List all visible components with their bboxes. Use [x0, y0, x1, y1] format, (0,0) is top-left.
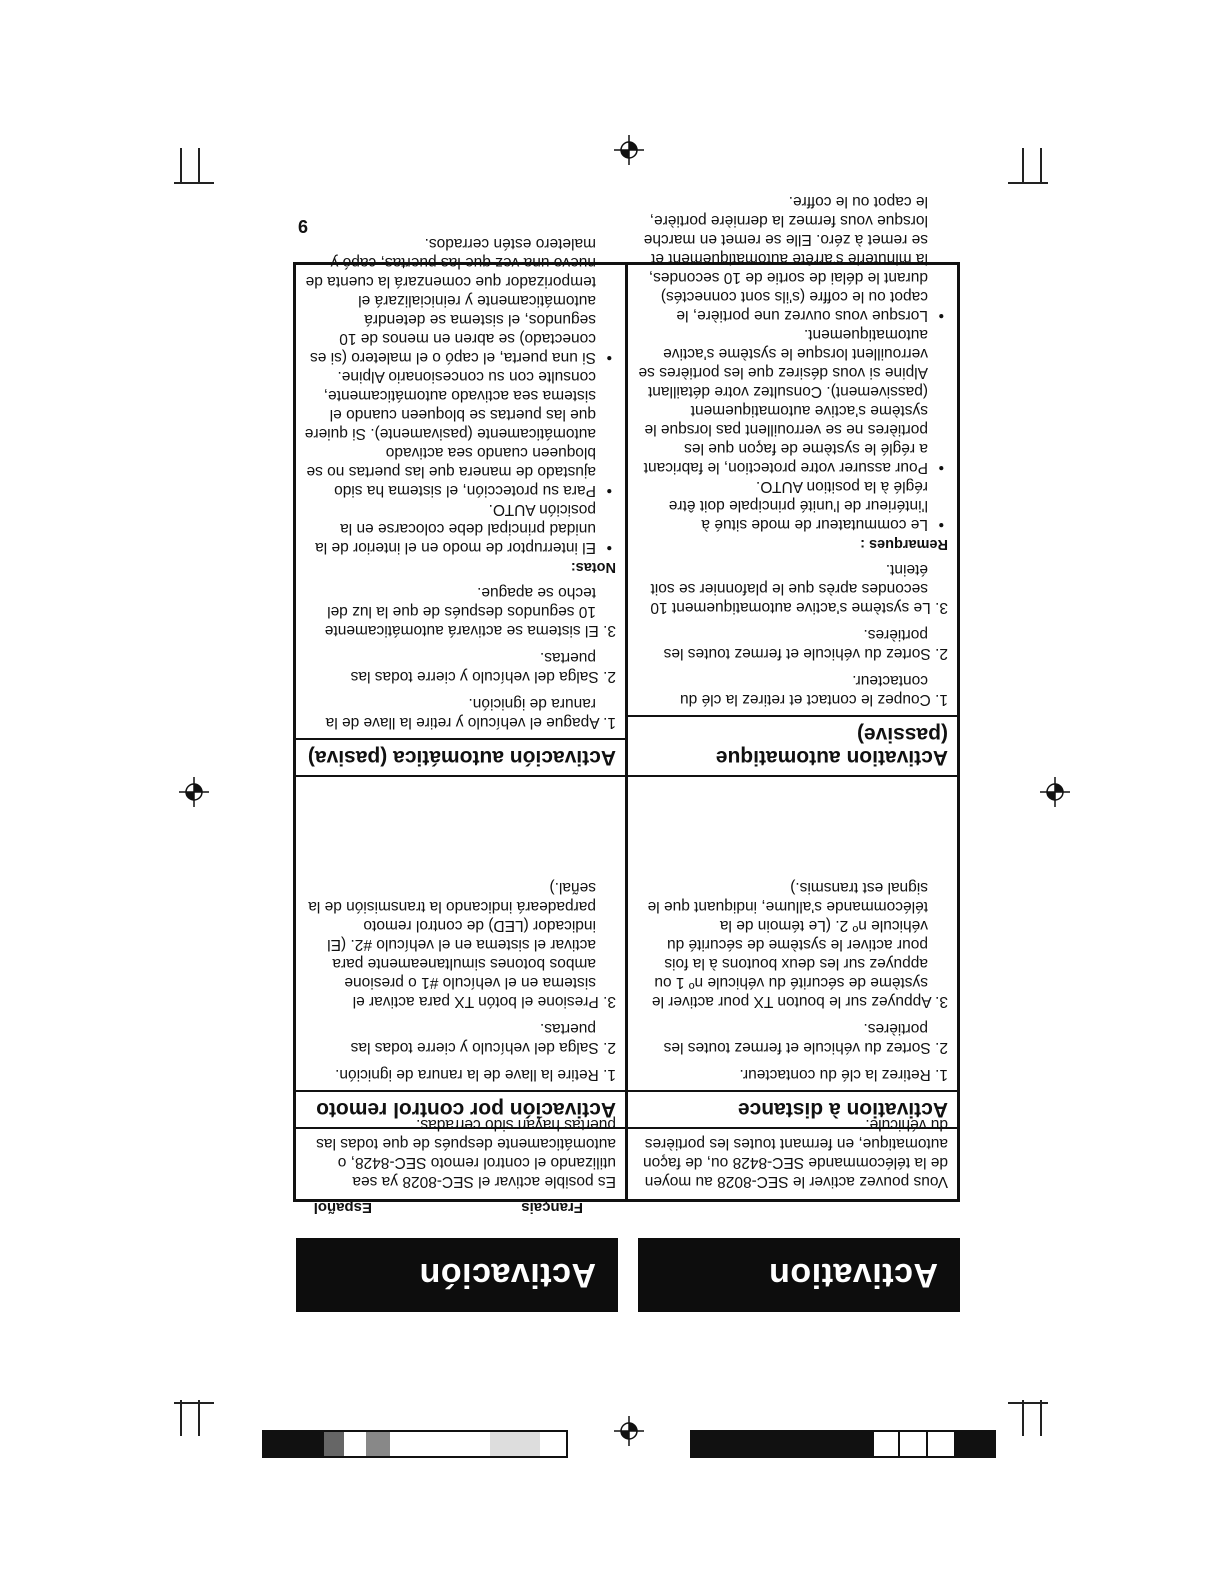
remote-activation-cell [628, 777, 957, 1129]
remote-step-2: 2. Salga del vehículo y cierre todas las puertas. [350, 1020, 616, 1056]
intro-text: Vous pouvez activer le SEC-8028 au moyen de la télécommande SEC-8428 ou, de façon automatique, en fermant toutes les portières du véhicule. [642, 1116, 948, 1190]
crop-mark [1008, 1402, 1048, 1404]
passive-activation-cell [296, 235, 625, 777]
passive-heading: Activación automática (pasiva) [296, 738, 625, 775]
passive-step-2: 2. Salga del vehículo y cierre todas las puertas. [350, 649, 616, 685]
passive-step-3: 3. Le système s'active automatiquement 10 secondes après que le plafonnier se soit éteint. [650, 561, 948, 616]
crop-mark [1022, 1400, 1024, 1436]
crop-mark [180, 148, 182, 184]
passive-step-2: 2. Sortez du véhicule et fermez toutes les portières. [663, 626, 948, 662]
crop-mark [1040, 1400, 1042, 1436]
crop-mark [1040, 148, 1042, 184]
note-item: • El interruptor de modo en el interior de la unidad principal debe colocarse en la posición AUTO. [304, 500, 616, 557]
note-item: • Le commutateur de mode situé à l'intérieur de l'unité principale doit être réglé à la position AUTO. [636, 477, 948, 534]
passive-step-1: 1. Apague el vehículo y retire la llave de la ranura de ignición. [325, 695, 616, 731]
intro-text: Es posible activar el SEC-8028 ya sea utilizando el control remoto SEC-8428, o automáticamente después de que todas las puertas hayan sido cerradas. [316, 1116, 616, 1190]
remote-activation-cell [296, 777, 625, 1129]
registration-mark-icon [614, 135, 644, 165]
note-item: • Pour assurer votre protection, le fabricant a réglé le système de façon que les portières ne se verrouillent pas lorsque le système s'active automatiquement (passivement). Consultez votre détaillant Alpine si vous désirez que les portières se verrouillent lorsque le système s'active automatiquement. [636, 325, 948, 477]
column-espanol [293, 235, 628, 1202]
remote-heading: Activation à distance [628, 1090, 957, 1127]
remote-step-1: 1. Retirez la clé du contacteur. [739, 1066, 948, 1083]
color-bar [690, 1430, 996, 1458]
note-item: • Si una puerta, el capó o el maletero (si es conectado) se abren en menos de 10 segundos, el sistema se detendrá automáticamente y reinicializará el temporizador que comenzará la cuenta de nuevo una vez que las puertas, capó y maletero estén cerrados. [304, 234, 616, 367]
gray-bar [262, 1430, 568, 1458]
notes-title: Notas: [570, 559, 616, 575]
language-label-es: Español [313, 1199, 372, 1216]
crop-mark [198, 1400, 200, 1436]
remote-step-3: 3. Appuyez sur le bouton TX pour activer le système de sécurité du véhicule nº 1 ou appuyez sur les deux boutons à la fois pour activer le système de sécurité du véhicule nº 2. (Le témoin de la télécommande s'allume, indiquant que le signal est transmis.) [647, 879, 948, 1010]
notes-title: Remarques : [860, 536, 948, 552]
remote-step-3: 3. Presione el botón TX para activar el sistema en el vehículo #1 o presione ambos botones simultaneamente para activar el sistema en el vehículo #2. (El indicador (LED) de control remoto parpadeará indicando la transmisión de la señal.) [308, 879, 616, 1010]
column-francais [625, 193, 960, 1202]
crop-mark [198, 148, 200, 184]
crop-mark [180, 1400, 182, 1436]
intro-cell [628, 1116, 957, 1199]
crop-mark [1022, 148, 1024, 184]
passive-heading: Activation automatique (passive) [628, 715, 957, 775]
remote-step-2: 2. Sortez du véhicule et fermez toutes les portières. [663, 1020, 948, 1056]
registration-mark-icon [1040, 777, 1070, 807]
registration-mark-icon [614, 1416, 644, 1446]
banner-activation-fr: Activation [638, 1238, 960, 1312]
crop-mark [1008, 182, 1048, 184]
passive-activation-cell [628, 193, 957, 777]
registration-mark-icon [179, 777, 209, 807]
page-number: 9 [297, 216, 308, 236]
note-item: • Para su protección, el sistema ha sido ajustado de manera que las puertas no se bloqueen cuando sea activado automáticamente (pasivamente). Si quiere que las puertas se bloqueen cuando el sistema sea activado automáticamente, consulte con su concesionario Alpine. [304, 367, 616, 500]
note-item: • Lorsque vous ouvrez une portière, le capot ou le coffre (s'ils sont connectés) durant le délai de sortie de 10 secondes, la minuterie s'arrête automatiquement et se remet à zéro. Elle se remet en marche lorsque vous fermez la dernière portière, le capot ou le coffre. [636, 192, 948, 325]
remote-heading: Activación por control remoto [296, 1090, 625, 1127]
passive-step-1: 1. Coupez le contact et retirez la clé du contacteur. [680, 672, 948, 708]
passive-step-3: 3. El sistema se activará automáticamente 10 segundos después de que la luz del techo se apague. [324, 584, 616, 639]
intro-cell [296, 1116, 625, 1199]
banner-activacion-es: Activación [296, 1238, 618, 1312]
remote-step-1: 1. Retire la llave de la ranura de ignición. [335, 1066, 616, 1083]
language-label-fr: Français [521, 1199, 583, 1216]
